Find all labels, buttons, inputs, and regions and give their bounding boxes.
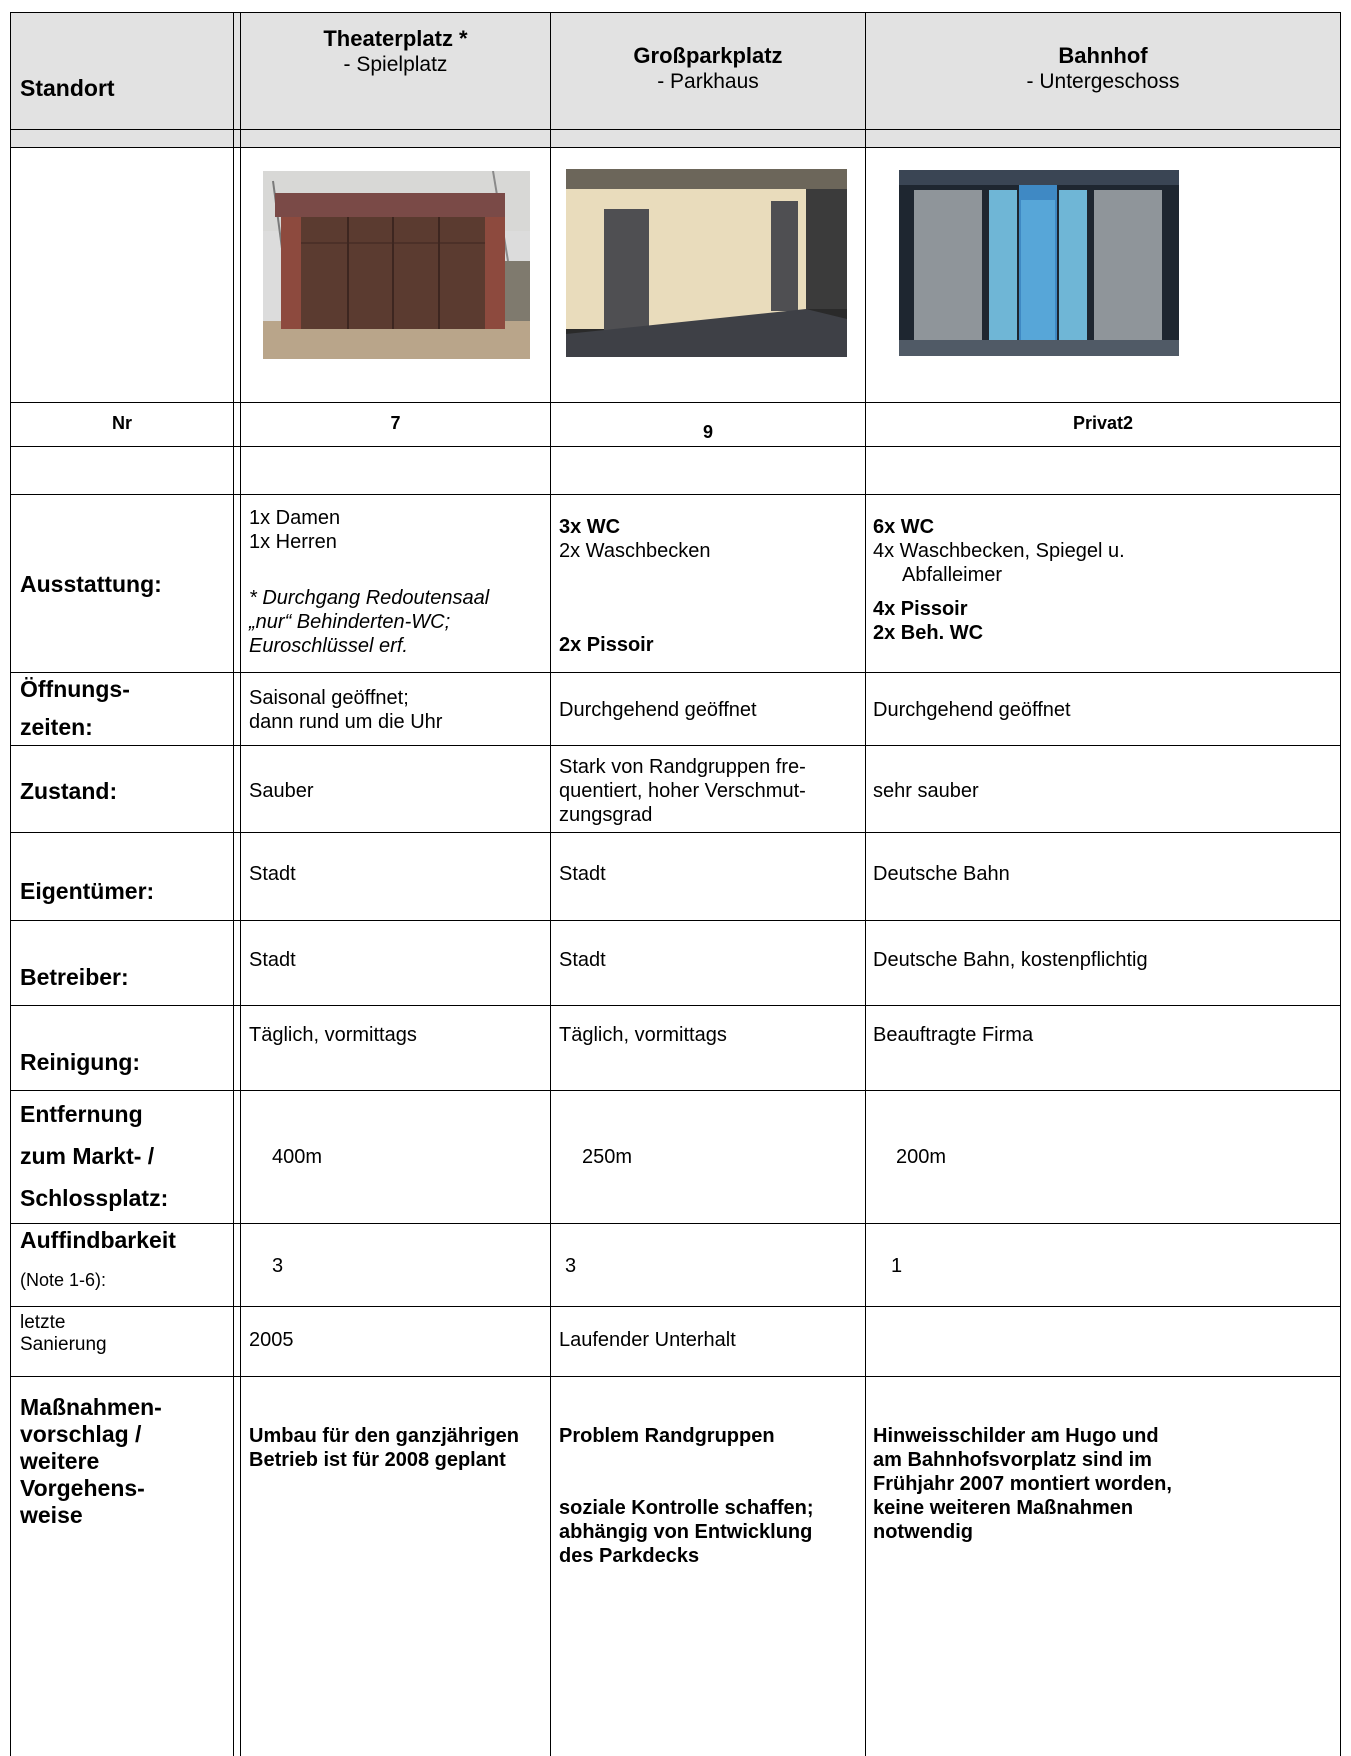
row-divider	[10, 129, 1341, 130]
ausstattung-note: Euroschlüssel erf.	[249, 635, 408, 657]
massnahmen-line: soziale Kontrolle schaffen;	[559, 1497, 814, 1519]
massnahmen-grossparkplatz	[559, 1424, 814, 1568]
auffindbarkeit-bahnhof: 1	[891, 1255, 903, 1277]
column-divider	[550, 12, 551, 1756]
auffindbarkeit-label: Auffindbarkeit	[20, 1227, 176, 1253]
toilet-building-photo	[263, 171, 530, 359]
massnahmen-label-line: weise	[20, 1502, 83, 1528]
ausstattung-item: 2x Waschbecken	[559, 540, 711, 562]
massnahmen-line: Problem Randgruppen	[559, 1425, 775, 1447]
entfernung-bahnhof: 200m	[896, 1146, 947, 1168]
ausstattung-item: 2x Pissoir	[559, 634, 654, 656]
betreiber-bahnhof: Deutsche Bahn, kostenpflichtig	[873, 949, 1148, 971]
sanierung-label-line: letzte	[20, 1312, 66, 1333]
zustand-theaterplatz: Sauber	[249, 780, 314, 802]
ausstattung-note: * Durchgang Redoutensaal	[249, 587, 490, 609]
entfernung-label-line: zum Markt- /	[20, 1143, 155, 1169]
betreiber-grossparkplatz: Stadt	[559, 949, 606, 971]
column-header-bahnhof	[866, 43, 1340, 95]
ausstattung-item: 4x Waschbecken, Spiegel u.	[873, 540, 1125, 562]
zustand-line: zungsgrad	[559, 804, 653, 826]
massnahmen-line: Frühjahr 2007 montiert worden,	[873, 1473, 1172, 1495]
oeffnungszeiten-label	[20, 675, 130, 741]
standort-label: Standort	[20, 75, 115, 101]
zustand-bahnhof: sehr sauber	[873, 780, 979, 802]
ausstattung-item: 2x Beh. WC	[873, 622, 984, 644]
row-divider	[10, 1306, 1341, 1307]
sanierung-label-line: Sanierung	[20, 1334, 107, 1355]
row-divider	[10, 672, 1341, 673]
ausstattung-item: 1x Herren	[249, 531, 337, 553]
eigentuemer-theaterplatz: Stadt	[249, 863, 296, 885]
table-border-left	[10, 12, 11, 1756]
oeffnungszeiten-theaterplatz	[249, 686, 442, 734]
column-title: Großparkplatz	[633, 43, 783, 68]
ausstattung-note: „nur“ Behinderten-WC;	[249, 611, 451, 633]
entfernung-label-line: Schlossplatz:	[20, 1185, 169, 1211]
column-divider	[233, 12, 234, 1756]
station-toilet-photo	[899, 170, 1179, 356]
massnahmen-label-line: Maßnahmen-	[20, 1394, 162, 1420]
oeffnungszeiten-line: Saisonal geöffnet;	[249, 687, 409, 709]
zustand-grossparkplatz	[559, 755, 806, 827]
reinigung-theaterplatz: Täglich, vormittags	[249, 1024, 417, 1046]
column-subtitle: - Spielplatz	[343, 53, 448, 76]
column-header-theaterplatz	[241, 26, 550, 78]
reinigung-bahnhof: Beauftragte Firma	[873, 1024, 1034, 1046]
nr-value: 7	[390, 413, 401, 433]
row-divider	[10, 1005, 1341, 1006]
ausstattung-item: 6x WC	[873, 516, 935, 538]
row-divider	[10, 1090, 1341, 1091]
nr-label: Nr	[111, 413, 132, 433]
massnahmen-label-line: weitere	[20, 1448, 100, 1474]
ausstattung-item: 3x WC	[559, 516, 621, 538]
row-divider	[10, 494, 1341, 495]
entfernung-label-line: Entfernung	[20, 1101, 143, 1127]
ausstattung-item: Abfalleimer	[902, 564, 1003, 586]
massnahmen-label	[20, 1394, 162, 1529]
oeffnungszeiten-label-line: zeiten:	[20, 714, 93, 740]
row-divider	[10, 1376, 1341, 1377]
row-divider	[10, 12, 1341, 13]
oeffnungszeiten-line: dann rund um die Uhr	[249, 711, 443, 733]
nr-value: Privat2	[1072, 413, 1134, 433]
zustand-line: Stark von Randgruppen fre-	[559, 756, 806, 778]
oeffnungszeiten-label-line: Öffnungs-	[20, 676, 130, 702]
column-divider	[240, 12, 241, 1756]
betreiber-theaterplatz: Stadt	[249, 949, 296, 971]
massnahmen-line: des Parkdecks	[559, 1545, 700, 1567]
column-title: Bahnhof	[1058, 43, 1148, 68]
row-divider	[10, 402, 1341, 403]
massnahmen-line: Umbau für den ganzjährigen	[249, 1425, 520, 1447]
column-subtitle: - Parkhaus	[657, 70, 759, 93]
sanierung-theaterplatz: 2005	[249, 1329, 294, 1351]
massnahmen-line: am Bahnhofsvorplatz sind im	[873, 1449, 1152, 1471]
massnahmen-line: abhängig von Entwicklung	[559, 1521, 813, 1543]
massnahmen-label-line: vorschlag /	[20, 1421, 142, 1447]
nr-value: 9	[702, 422, 713, 442]
betreiber-label: Betreiber:	[20, 964, 129, 990]
eigentuemer-bahnhof: Deutsche Bahn	[873, 863, 1010, 885]
row-divider	[10, 446, 1341, 447]
row-divider	[10, 745, 1341, 746]
reinigung-label: Reinigung:	[20, 1049, 141, 1075]
auffindbarkeit-theaterplatz: 3	[272, 1255, 284, 1277]
auffindbarkeit-sublabel: (Note 1-6):	[20, 1270, 107, 1290]
column-subtitle: - Untergeschoss	[1026, 70, 1180, 93]
entfernung-grossparkplatz: 250m	[582, 1146, 633, 1168]
massnahmen-theaterplatz	[249, 1424, 519, 1472]
parking-garage-toilet-photo	[566, 169, 847, 357]
ausstattung-grossparkplatz	[559, 515, 711, 657]
ausstattung-item: 1x Damen	[249, 507, 341, 529]
entfernung-label	[20, 1093, 168, 1219]
column-divider	[865, 12, 866, 1756]
column-header-grossparkplatz	[551, 43, 865, 95]
massnahmen-line: Hinweisschilder am Hugo und	[873, 1425, 1159, 1447]
entfernung-theaterplatz: 400m	[272, 1146, 323, 1168]
massnahmen-label-line: Vorgehens-	[20, 1475, 145, 1501]
row-divider	[10, 1223, 1341, 1224]
sanierung-grossparkplatz: Laufender Unterhalt	[559, 1329, 736, 1351]
reinigung-grossparkplatz: Täglich, vormittags	[559, 1024, 727, 1046]
sanierung-label	[20, 1312, 107, 1356]
eigentuemer-label: Eigentümer:	[20, 878, 155, 904]
oeffnungszeiten-bahnhof: Durchgehend geöffnet	[873, 699, 1071, 721]
ausstattung-item: 4x Pissoir	[873, 598, 968, 620]
row-divider	[10, 147, 1341, 148]
zustand-label: Zustand:	[20, 778, 118, 804]
massnahmen-line: Betrieb ist für 2008 geplant	[249, 1449, 506, 1471]
oeffnungszeiten-grossparkplatz: Durchgehend geöffnet	[559, 699, 757, 721]
ausstattung-theaterplatz	[249, 506, 489, 658]
massnahmen-line: keine weiteren Maßnahmen	[873, 1497, 1134, 1519]
zustand-line: quentiert, hoher Verschmut-	[559, 780, 806, 802]
row-divider	[10, 920, 1341, 921]
massnahmen-bahnhof	[873, 1424, 1172, 1544]
row-divider	[10, 832, 1341, 833]
auffindbarkeit-grossparkplatz: 3	[565, 1255, 577, 1277]
table-border-right	[1340, 12, 1341, 1756]
eigentuemer-grossparkplatz: Stadt	[559, 863, 606, 885]
ausstattung-label: Ausstattung:	[20, 571, 162, 597]
column-title: Theaterplatz *	[323, 26, 468, 51]
massnahmen-line: notwendig	[873, 1521, 973, 1543]
ausstattung-bahnhof	[873, 515, 1125, 645]
